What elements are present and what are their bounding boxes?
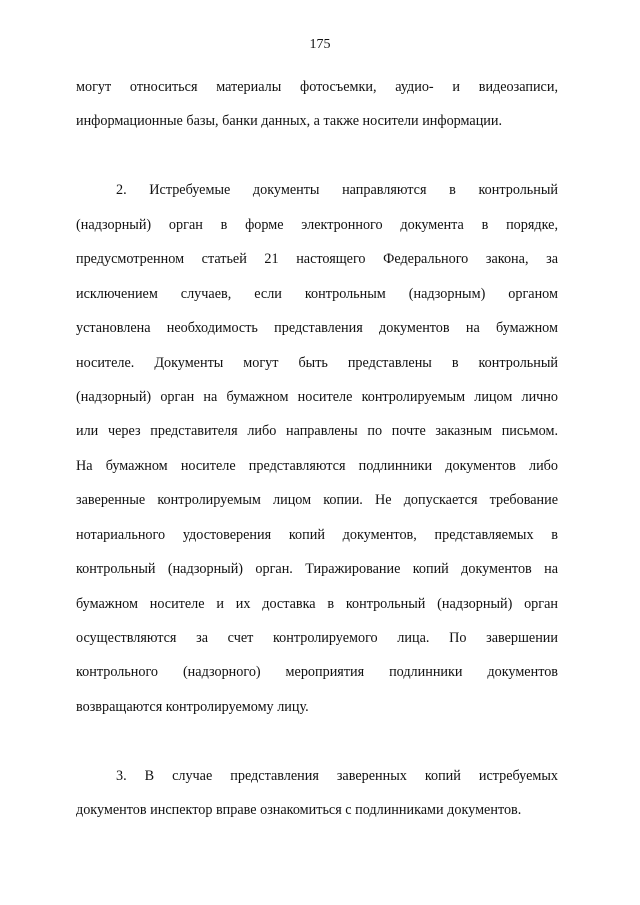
text-line: (надзорный) орган на бумажном носителе контролируемым лицом лично (76, 388, 558, 405)
text-line: (надзорный) орган в форме электронного документа в порядке, (76, 216, 558, 233)
text-line: 2. Истребуемые документы направляются в контрольный (116, 182, 558, 199)
text-line: возвращаются контролируемому лицу. (76, 698, 309, 715)
text-line: заверенные контролируемым лицом копии. Не допускается требование (76, 492, 558, 509)
text-line: 3. В случае представления заверенных копий истребуемых (116, 767, 558, 784)
page-number: 175 (309, 37, 331, 52)
text-line: или через представителя либо направлены по почте заказным письмом. (76, 423, 558, 440)
text-line: бумажном носителе и их доставка в контрольный (надзорный) орган (76, 595, 558, 612)
paragraph-2 (76, 173, 558, 724)
text-line: установлена необходимость представления документов на бумажном (76, 320, 558, 337)
text-line: осуществляются за счет контролируемого лица. По завершении (76, 630, 558, 646)
paragraph-3 (76, 759, 558, 828)
paragraph-gap (76, 724, 558, 758)
paragraph-1 (76, 70, 558, 139)
text-line: контрольный (надзорный) орган. Тиражирование копий документов на (76, 561, 558, 578)
paragraph-gap (76, 139, 558, 173)
text-line: На бумажном носителе представляются подлинники документов либо (76, 457, 558, 474)
text-line: предусмотренном статьей 21 настоящего Федерального закона, за (76, 251, 558, 268)
text-line: могут относиться материалы фотосъемки, аудио- и видеозаписи, (76, 79, 558, 95)
text-line: исключением случаев, если контрольным (надзорным) органом (76, 285, 558, 302)
text-line: контрольного (надзорного) мероприятия подлинники документов (76, 664, 558, 681)
text-line: носителе. Документы могут быть представлены в контрольный (76, 354, 558, 371)
text-line: нотариального удостоверения копий документов, представляемых в (76, 526, 558, 543)
text-line: информационные базы, банки данных, а также носители информации. (76, 113, 503, 130)
document-body (76, 70, 558, 828)
text-line: документов инспектор вправе ознакомиться с подлинниками документов. (76, 802, 522, 819)
